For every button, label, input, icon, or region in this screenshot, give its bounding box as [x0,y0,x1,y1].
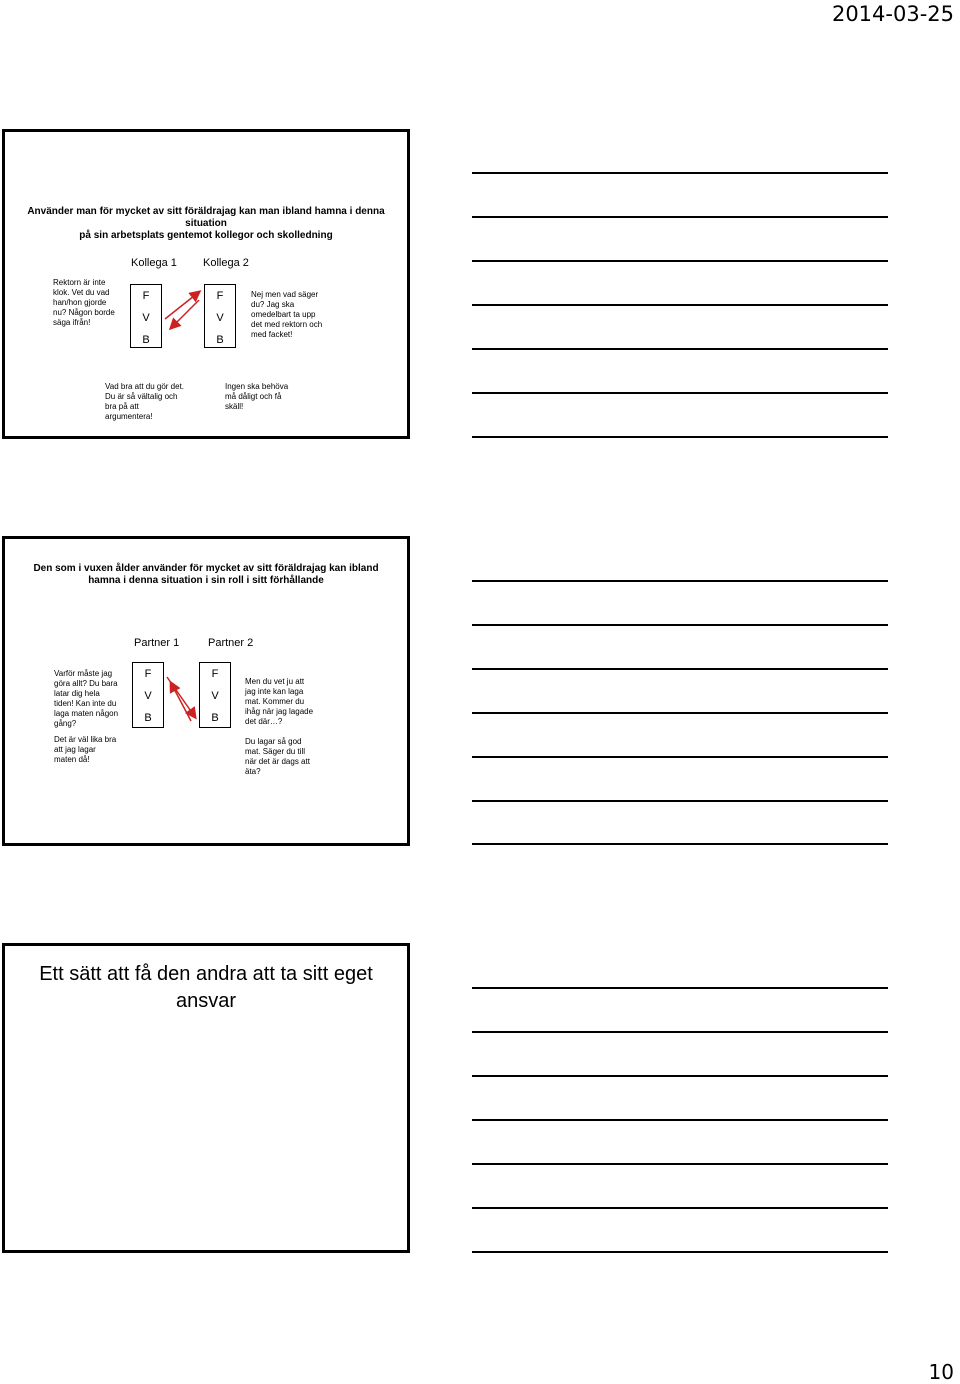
bottom-speech-right: Ingen ska behöva må dåligt och få skäll! [225,382,289,411]
fvb-v: V [144,690,152,702]
left-speech-1: Varför måste jag göra allt? Du bara latar dig hela tiden! Kan inte du laga maten någon gång? [54,669,119,728]
note-line [472,800,888,802]
person-label-left: Partner 1 [134,637,180,649]
page-number: 10 [928,1360,954,1384]
fvb-v: V [142,312,150,324]
note-line [472,1251,888,1253]
header-date: 2014-03-25 [831,2,954,26]
note-line [472,348,888,350]
fvb-f: F [142,290,150,302]
note-line [472,436,888,438]
note-line [472,843,888,845]
right-speech-1: Men du vet ju att jag inte kan laga mat. Kommer du ihåg när jag lagade det där…? [245,677,314,726]
fvb-v: V [211,690,219,702]
slide-1 [2,129,410,439]
slide-3-title [21,961,391,1015]
note-line [472,260,888,262]
note-line [472,1163,888,1165]
note-line [472,172,888,174]
slide-2-title-line-1: Den som i vuxen ålder använder för mycket av sitt föräldrajag kan ibland [33,563,379,574]
fvb-v: V [216,312,224,324]
slide-3-title-line-1: Ett sätt att få den andra att ta sitt eget [39,963,373,985]
note-line [472,580,888,582]
fvb-f: F [211,668,219,680]
slide-3-title-line-2: ansvar [175,990,237,1012]
slide-1-title-line-2: på sin arbetsplats gentemot kollegor och skolledning [79,230,333,241]
slide-2 [2,536,410,846]
right-speech-2: Du lagar så god mat. Säger du till när det är dags att äta? [245,737,310,776]
note-line [472,1031,888,1033]
note-line [472,1075,888,1077]
fvb-f: F [144,668,152,680]
fvb-b: B [216,334,224,346]
person-label-left: Kollega 1 [131,257,177,269]
note-line [472,712,888,714]
note-line [472,1119,888,1121]
slide-2-title-line-2: hamna i denna situation i sin roll i sitt förhållande [88,575,324,586]
right-speech: Nej men vad säger du? Jag ska omedelbart ta upp det med rektorn och med facket! [251,290,323,339]
arrow-child-to-parent [171,683,191,721]
note-line [472,668,888,670]
slide-3 [2,943,410,1253]
note-line [472,756,888,758]
note-line [472,304,888,306]
note-line [472,1207,888,1209]
fvb-b: B [144,712,152,724]
person-label-right: Kollega 2 [203,257,249,269]
note-line [472,216,888,218]
note-line [472,624,888,626]
arrow-right-to-left [171,300,199,328]
note-line [472,392,888,394]
left-speech-2: Det är väl lika bra att jag lagar maten då! [54,735,117,764]
bottom-speech-left: Vad bra att du gör det. Du är så vältalig och bra på att argumentera! [105,382,185,421]
slide-1-title-line-1: Använder man för mycket av sitt föräldrajag kan man ibland hamna i denna situation [27,206,385,229]
left-speech: Rektorn är inte klok. Vet du vad han/hon gjorde nu? Någon borde säga ifrån! [53,278,115,327]
person-label-right: Partner 2 [208,637,254,649]
fvb-b: B [211,712,219,724]
fvb-f: F [216,290,224,302]
fvb-b: B [142,334,150,346]
note-line [472,987,888,989]
